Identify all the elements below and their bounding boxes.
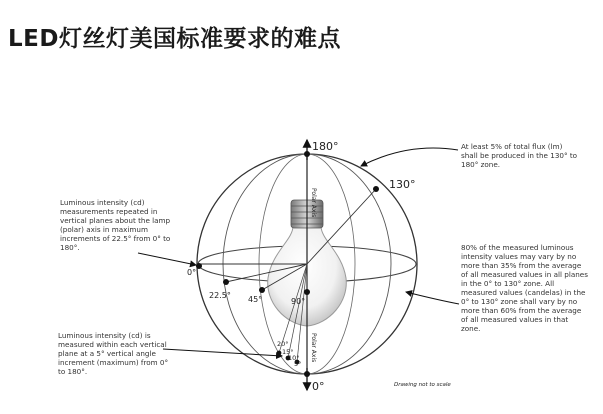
point-22-5: [223, 279, 229, 285]
point-90: [304, 289, 310, 295]
leader-bottom-left: [163, 349, 282, 356]
point-0-left: [196, 263, 202, 269]
leader-top-left: [138, 253, 196, 265]
label-0-bottom: 0°: [312, 380, 325, 393]
scale-note: Drawing not to scale: [394, 382, 451, 388]
point-low-1: [277, 351, 282, 356]
note-middle-right: 80% of the measured luminous intensity values may vary by no more than 35% from the average of all measured values in all planes in the 0° to 130° zone. All measured values (candelas) in the 0° to 130° zone shall vary by no more than 60% from the average of all measured values in that zone.: [461, 243, 588, 333]
label-130: 130°: [389, 178, 416, 191]
point-45: [259, 287, 265, 293]
label-180: 180°: [312, 140, 339, 153]
point-180: [304, 151, 310, 157]
note-top-right: At least 5% of total flux (lm) shall be produced in the 130° to 180° zone.: [461, 142, 578, 169]
point-0-bottom: [304, 371, 310, 377]
polar-axis-label-top: Polar Axis: [310, 188, 317, 218]
note-bottom-left: Luminous intensity (cd) is measured within each vertical plane at a 5° vertical angle increment (maximum) from 0° to 180°.: [58, 331, 169, 376]
point-130: [373, 186, 379, 192]
note-top-left: Luminous intensity (cd) measurements repeated in vertical planes about the lamp (polar) axis in maximum increments of 22.5° from 0° to 180°.: [60, 198, 171, 252]
label-10: 10°: [288, 354, 300, 362]
leader-top-right: [361, 148, 458, 166]
page-title: LED灯丝灯美国标准要求的难点: [8, 26, 341, 52]
label-45: 45°: [248, 295, 263, 304]
polar-axis-label-bottom: Polar Axis: [310, 333, 317, 363]
label-15: 15°: [282, 348, 294, 356]
label-0-side: 0°: [187, 268, 197, 277]
label-5: 5°: [294, 360, 302, 368]
leader-middle-right: [406, 292, 459, 304]
label-22-5: 22.5°: [209, 291, 231, 300]
label-90: 90°: [291, 297, 306, 306]
label-20: 20°: [277, 340, 289, 348]
